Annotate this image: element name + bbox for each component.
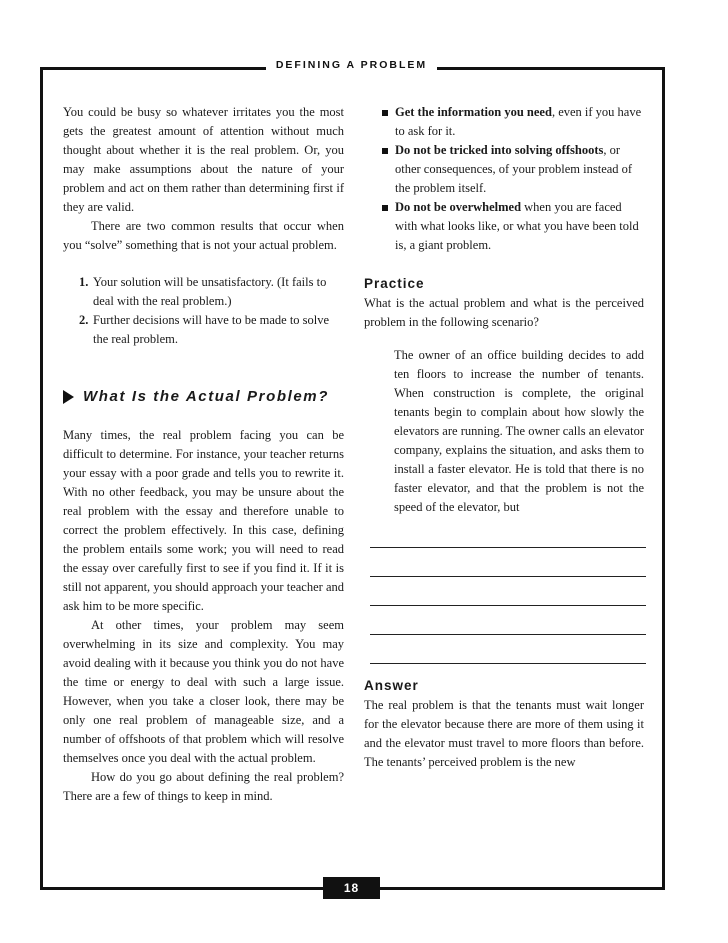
tip-emphasis: Get the information you need — [395, 105, 552, 119]
tip-text: when you are faced with what looks like, or what you have been told is, a giant problem. — [395, 200, 639, 252]
answer-line[interactable] — [370, 548, 646, 577]
right-column — [364, 103, 644, 772]
list-text: Further decisions will have to be made to solve the real problem. — [93, 313, 330, 346]
list-item — [364, 198, 644, 255]
section-title: What Is the Actual Problem? — [83, 388, 330, 405]
running-head: DEFINING A PROBLEM — [275, 59, 428, 71]
tip-emphasis: Do not be overwhelmed — [395, 200, 522, 214]
list-item — [364, 141, 644, 198]
tip-emphasis: Do not be tricked into solving offshoots — [395, 143, 604, 157]
frame-bottom-rule-left — [40, 887, 323, 890]
frame-left-rule — [40, 67, 43, 890]
results-paragraph: There are two common results that occur when you “solve” something that is not your actual problem. — [63, 219, 344, 252]
practice-heading: Practice — [364, 276, 425, 291]
intro-paragraph: You could be busy so whatever irritates you the most gets the greatest amount of attention without much thought about whether it is the real problem. Or, you may make assumptions about the nature of your problem and act on them rather than determining first if they are valid. — [63, 105, 344, 214]
list-item — [63, 273, 344, 311]
practice-prompt: What is the actual problem and what is the perceived problem in the following scenario? — [364, 296, 644, 329]
tips-list — [364, 103, 644, 255]
page-number: 18 — [323, 877, 380, 899]
answer-line[interactable] — [370, 635, 646, 664]
body-paragraph: At other times, your problem may seem overwhelming in its size and complexity. You may avoid dealing with it because you think you do not have the time or energy to deal with such a large issue. However, when you take a closer look, there may be only one real problem of manageable size, and a number of offshoots of that problem which will resolve themselves once you deal with the actual problem. — [63, 618, 344, 765]
list-number: 1. — [79, 275, 89, 289]
answer-line[interactable] — [370, 606, 646, 635]
frame-top-rule-right — [437, 67, 665, 70]
results-list — [63, 273, 344, 349]
answer-line[interactable] — [370, 519, 646, 548]
square-bullet-icon — [382, 110, 388, 116]
scenario-paragraph: The owner of an office building decides to add ten floors to increase the number of tenants. When construction is complete, the original tenants begin to complain about how slowly the elevators are running. The owner calls an elevator company, explains the situation, and asks them to install a faster elevator. He is told that there is no faster elevator, and that the problem is not the speed of the elevator, but — [394, 348, 644, 514]
answer-lines — [364, 519, 644, 664]
left-column — [63, 103, 344, 806]
section-heading — [63, 386, 344, 408]
list-item — [364, 103, 644, 141]
tip-text: , or other consequences, of your problem instead of the problem itself. — [395, 143, 633, 195]
square-bullet-icon — [382, 205, 388, 211]
body-paragraph: Many times, the real problem facing you can be difficult to determine. For instance, your teacher returns your essay with a poor grade and tells you to rewrite it. With no other feedback, you may be unsure about the real problem with the essay and therefore unable to correct the problem effectively. In this case, defining the problem entails some work; you will need to read the essay over carefully first to see if you find it. If it is still not apparent, you should approach your teacher and ask him to be more specific. — [63, 428, 344, 613]
answer-heading: Answer — [364, 678, 419, 693]
frame-bottom-rule-right — [380, 887, 665, 890]
answer-paragraph: The real problem is that the tenants must wait longer for the elevator because there are more of them using it and the elevator must travel to more floors than before. The tenants’ perceived problem is the new — [364, 698, 644, 769]
answer-line[interactable] — [370, 577, 646, 606]
tip-text: , even if you have to ask for it. — [395, 105, 642, 138]
frame-right-rule — [662, 67, 665, 890]
list-item — [63, 311, 344, 349]
square-bullet-icon — [382, 148, 388, 154]
frame-top-rule-left — [40, 67, 266, 70]
list-text: Your solution will be unsatisfactory. (It fails to deal with the real problem.) — [93, 275, 327, 308]
triangle-bullet-icon — [63, 390, 74, 404]
list-number: 2. — [79, 313, 89, 327]
body-paragraph: How do you go about defining the real problem? There are a few of things to keep in mind. — [63, 770, 344, 803]
